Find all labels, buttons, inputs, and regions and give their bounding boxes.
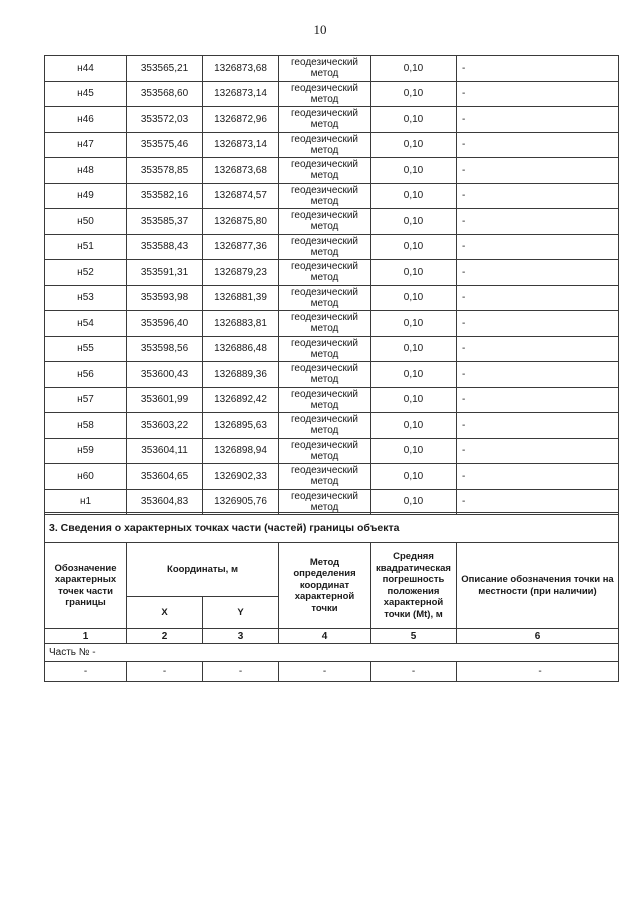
header-method: Метод определения координат характерной точки bbox=[279, 543, 371, 629]
method-text-line: геодезический bbox=[291, 210, 358, 222]
point-y-cell: 1326875,80 bbox=[203, 209, 279, 235]
point-description-cell: - bbox=[457, 413, 619, 439]
empty-cell: - bbox=[203, 662, 279, 682]
method-text-line: метод bbox=[310, 399, 339, 411]
point-row bbox=[45, 209, 619, 235]
point-accuracy-cell: 0,10 bbox=[371, 489, 457, 515]
method-text-line: геодезический bbox=[291, 363, 358, 375]
method-text-line: метод bbox=[310, 170, 339, 182]
method-text-line: метод bbox=[310, 119, 339, 131]
column-number: 6 bbox=[457, 629, 619, 644]
point-description-cell: - bbox=[457, 209, 619, 235]
method-text-line: метод bbox=[310, 272, 339, 284]
point-method-cell bbox=[279, 413, 371, 439]
point-description-cell: - bbox=[457, 438, 619, 464]
point-x-cell: 353585,37 bbox=[127, 209, 203, 235]
method-text-line: метод bbox=[310, 93, 339, 105]
point-row bbox=[45, 438, 619, 464]
column-number: 1 bbox=[45, 629, 127, 644]
point-accuracy-cell: 0,10 bbox=[371, 260, 457, 286]
point-row bbox=[45, 336, 619, 362]
point-description-cell: - bbox=[457, 158, 619, 184]
method-text-line: геодезический bbox=[291, 388, 358, 400]
header-accuracy: Средняя квадратическая погрешность положения характерной точки (Mt), м bbox=[371, 543, 457, 629]
empty-cell: - bbox=[371, 662, 457, 682]
point-id-cell: н50 bbox=[45, 209, 127, 235]
page-number: 10 bbox=[313, 22, 327, 37]
point-description-cell: - bbox=[457, 107, 619, 133]
method-text-line: геодезический bbox=[291, 261, 358, 273]
point-method-cell bbox=[279, 285, 371, 311]
section3-table bbox=[44, 512, 619, 682]
method-text-line: метод bbox=[310, 501, 339, 513]
point-accuracy-cell: 0,10 bbox=[371, 336, 457, 362]
point-id-cell: н44 bbox=[45, 56, 127, 82]
point-row bbox=[45, 464, 619, 490]
point-method-cell bbox=[279, 132, 371, 158]
point-row bbox=[45, 413, 619, 439]
point-method-cell bbox=[279, 209, 371, 235]
point-x-cell: 353604,83 bbox=[127, 489, 203, 515]
point-row bbox=[45, 311, 619, 337]
point-x-cell: 353593,98 bbox=[127, 285, 203, 311]
point-row bbox=[45, 260, 619, 286]
point-x-cell: 353578,85 bbox=[127, 158, 203, 184]
point-row bbox=[45, 56, 619, 82]
point-description-cell: - bbox=[457, 132, 619, 158]
method-text-line: геодезический bbox=[291, 108, 358, 120]
point-x-cell: 353565,21 bbox=[127, 56, 203, 82]
header-designation: Обозначение характерных точек части границы bbox=[45, 543, 127, 629]
point-method-cell bbox=[279, 56, 371, 82]
point-method-cell bbox=[279, 336, 371, 362]
method-text-line: геодезический bbox=[291, 286, 358, 298]
point-accuracy-cell: 0,10 bbox=[371, 234, 457, 260]
point-id-cell: н49 bbox=[45, 183, 127, 209]
points-table-body bbox=[45, 56, 619, 515]
empty-cell: - bbox=[279, 662, 371, 682]
column-number: 2 bbox=[127, 629, 203, 644]
header-x: X bbox=[127, 597, 203, 629]
point-x-cell: 353604,11 bbox=[127, 438, 203, 464]
point-accuracy-cell: 0,10 bbox=[371, 387, 457, 413]
method-text-line: геодезический bbox=[291, 312, 358, 324]
point-method-cell bbox=[279, 464, 371, 490]
method-text-line: геодезический bbox=[291, 439, 358, 451]
column-number-row bbox=[45, 629, 619, 644]
point-description-cell: - bbox=[457, 285, 619, 311]
method-text-line: метод bbox=[310, 476, 339, 488]
point-row bbox=[45, 285, 619, 311]
method-text-line: метод bbox=[310, 297, 339, 309]
point-description-cell: - bbox=[457, 56, 619, 82]
point-method-cell bbox=[279, 107, 371, 133]
method-text-line: геодезический bbox=[291, 490, 358, 502]
method-text-line: метод bbox=[310, 450, 339, 462]
point-id-cell: н48 bbox=[45, 158, 127, 184]
point-y-cell: 1326889,36 bbox=[203, 362, 279, 388]
point-description-cell: - bbox=[457, 234, 619, 260]
method-text-line: метод bbox=[310, 374, 339, 386]
column-number: 5 bbox=[371, 629, 457, 644]
point-y-cell: 1326895,63 bbox=[203, 413, 279, 439]
point-id-cell: н59 bbox=[45, 438, 127, 464]
point-accuracy-cell: 0,10 bbox=[371, 56, 457, 82]
method-text-line: метод bbox=[310, 323, 339, 335]
point-id-cell: н53 bbox=[45, 285, 127, 311]
point-accuracy-cell: 0,10 bbox=[371, 158, 457, 184]
point-description-cell: - bbox=[457, 81, 619, 107]
point-id-cell: н45 bbox=[45, 81, 127, 107]
point-method-cell bbox=[279, 81, 371, 107]
point-id-cell: н1 bbox=[45, 489, 127, 515]
point-description-cell: - bbox=[457, 362, 619, 388]
point-id-cell: н56 bbox=[45, 362, 127, 388]
point-x-cell: 353596,40 bbox=[127, 311, 203, 337]
point-method-cell bbox=[279, 311, 371, 337]
part-row bbox=[45, 644, 619, 662]
point-id-cell: н55 bbox=[45, 336, 127, 362]
point-row bbox=[45, 234, 619, 260]
point-method-cell bbox=[279, 260, 371, 286]
point-id-cell: н52 bbox=[45, 260, 127, 286]
point-y-cell: 1326886,48 bbox=[203, 336, 279, 362]
point-row bbox=[45, 158, 619, 184]
method-text-line: метод bbox=[310, 246, 339, 258]
point-y-cell: 1326881,39 bbox=[203, 285, 279, 311]
point-y-cell: 1326877,36 bbox=[203, 234, 279, 260]
header-coordinates: Координаты, м bbox=[127, 543, 279, 597]
point-accuracy-cell: 0,10 bbox=[371, 209, 457, 235]
point-method-cell bbox=[279, 489, 371, 515]
point-row bbox=[45, 387, 619, 413]
point-description-cell: - bbox=[457, 464, 619, 490]
point-description-cell: - bbox=[457, 387, 619, 413]
header-description: Описание обозначения точки на местности (при наличии) bbox=[457, 543, 619, 629]
method-text-line: метод bbox=[310, 221, 339, 233]
point-y-cell: 1326873,68 bbox=[203, 56, 279, 82]
column-number: 3 bbox=[203, 629, 279, 644]
method-text-line: геодезический bbox=[291, 159, 358, 171]
point-x-cell: 353604,65 bbox=[127, 464, 203, 490]
point-method-cell bbox=[279, 438, 371, 464]
method-text-line: геодезический bbox=[291, 82, 358, 94]
point-row bbox=[45, 81, 619, 107]
point-id-cell: н57 bbox=[45, 387, 127, 413]
point-y-cell: 1326873,14 bbox=[203, 81, 279, 107]
method-text-line: геодезический bbox=[291, 57, 358, 69]
empty-point-row bbox=[45, 662, 619, 682]
point-y-cell: 1326892,42 bbox=[203, 387, 279, 413]
method-text-line: метод bbox=[310, 425, 339, 437]
method-text-line: метод bbox=[310, 348, 339, 360]
point-accuracy-cell: 0,10 bbox=[371, 183, 457, 209]
method-text-line: геодезический bbox=[291, 337, 358, 349]
point-x-cell: 353591,31 bbox=[127, 260, 203, 286]
point-accuracy-cell: 0,10 bbox=[371, 107, 457, 133]
point-row bbox=[45, 362, 619, 388]
point-y-cell: 1326902,33 bbox=[203, 464, 279, 490]
point-y-cell: 1326898,94 bbox=[203, 438, 279, 464]
point-x-cell: 353575,46 bbox=[127, 132, 203, 158]
point-id-cell: н51 bbox=[45, 234, 127, 260]
method-text-line: метод bbox=[310, 68, 339, 80]
point-y-cell: 1326873,14 bbox=[203, 132, 279, 158]
point-row bbox=[45, 489, 619, 515]
empty-cell: - bbox=[127, 662, 203, 682]
point-description-cell: - bbox=[457, 183, 619, 209]
point-description-cell: - bbox=[457, 489, 619, 515]
point-method-cell bbox=[279, 387, 371, 413]
section3-title: 3. Сведения о характерных точках части (частей) границы объекта bbox=[45, 513, 619, 543]
method-text-line: геодезический bbox=[291, 235, 358, 247]
point-y-cell: 1326874,57 bbox=[203, 183, 279, 209]
point-id-cell: н47 bbox=[45, 132, 127, 158]
point-x-cell: 353598,56 bbox=[127, 336, 203, 362]
point-x-cell: 353600,43 bbox=[127, 362, 203, 388]
point-method-cell bbox=[279, 362, 371, 388]
point-id-cell: н54 bbox=[45, 311, 127, 337]
point-accuracy-cell: 0,10 bbox=[371, 81, 457, 107]
point-accuracy-cell: 0,10 bbox=[371, 132, 457, 158]
point-x-cell: 353588,43 bbox=[127, 234, 203, 260]
part-label: Часть № - bbox=[45, 644, 619, 662]
points-table bbox=[44, 55, 619, 515]
point-x-cell: 353601,99 bbox=[127, 387, 203, 413]
point-y-cell: 1326873,68 bbox=[203, 158, 279, 184]
point-accuracy-cell: 0,10 bbox=[371, 311, 457, 337]
point-y-cell: 1326872,96 bbox=[203, 107, 279, 133]
method-text-line: геодезический bbox=[291, 465, 358, 477]
method-text-line: геодезический bbox=[291, 133, 358, 145]
point-y-cell: 1326905,76 bbox=[203, 489, 279, 515]
point-method-cell bbox=[279, 158, 371, 184]
point-row bbox=[45, 132, 619, 158]
point-id-cell: н60 bbox=[45, 464, 127, 490]
point-description-cell: - bbox=[457, 311, 619, 337]
empty-cell: - bbox=[457, 662, 619, 682]
point-x-cell: 353582,16 bbox=[127, 183, 203, 209]
column-number: 4 bbox=[279, 629, 371, 644]
point-id-cell: н46 bbox=[45, 107, 127, 133]
point-accuracy-cell: 0,10 bbox=[371, 413, 457, 439]
point-accuracy-cell: 0,10 bbox=[371, 464, 457, 490]
empty-cell: - bbox=[45, 662, 127, 682]
point-row bbox=[45, 183, 619, 209]
point-description-cell: - bbox=[457, 260, 619, 286]
point-accuracy-cell: 0,10 bbox=[371, 285, 457, 311]
point-description-cell: - bbox=[457, 336, 619, 362]
point-accuracy-cell: 0,10 bbox=[371, 438, 457, 464]
point-y-cell: 1326879,23 bbox=[203, 260, 279, 286]
method-text-line: метод bbox=[310, 144, 339, 156]
point-x-cell: 353568,60 bbox=[127, 81, 203, 107]
method-text-line: метод bbox=[310, 195, 339, 207]
point-row bbox=[45, 107, 619, 133]
point-method-cell bbox=[279, 183, 371, 209]
header-y: Y bbox=[203, 597, 279, 629]
point-method-cell bbox=[279, 234, 371, 260]
method-text-line: геодезический bbox=[291, 414, 358, 426]
point-x-cell: 353603,22 bbox=[127, 413, 203, 439]
method-text-line: геодезический bbox=[291, 184, 358, 196]
point-accuracy-cell: 0,10 bbox=[371, 362, 457, 388]
point-id-cell: н58 bbox=[45, 413, 127, 439]
point-y-cell: 1326883,81 bbox=[203, 311, 279, 337]
point-x-cell: 353572,03 bbox=[127, 107, 203, 133]
